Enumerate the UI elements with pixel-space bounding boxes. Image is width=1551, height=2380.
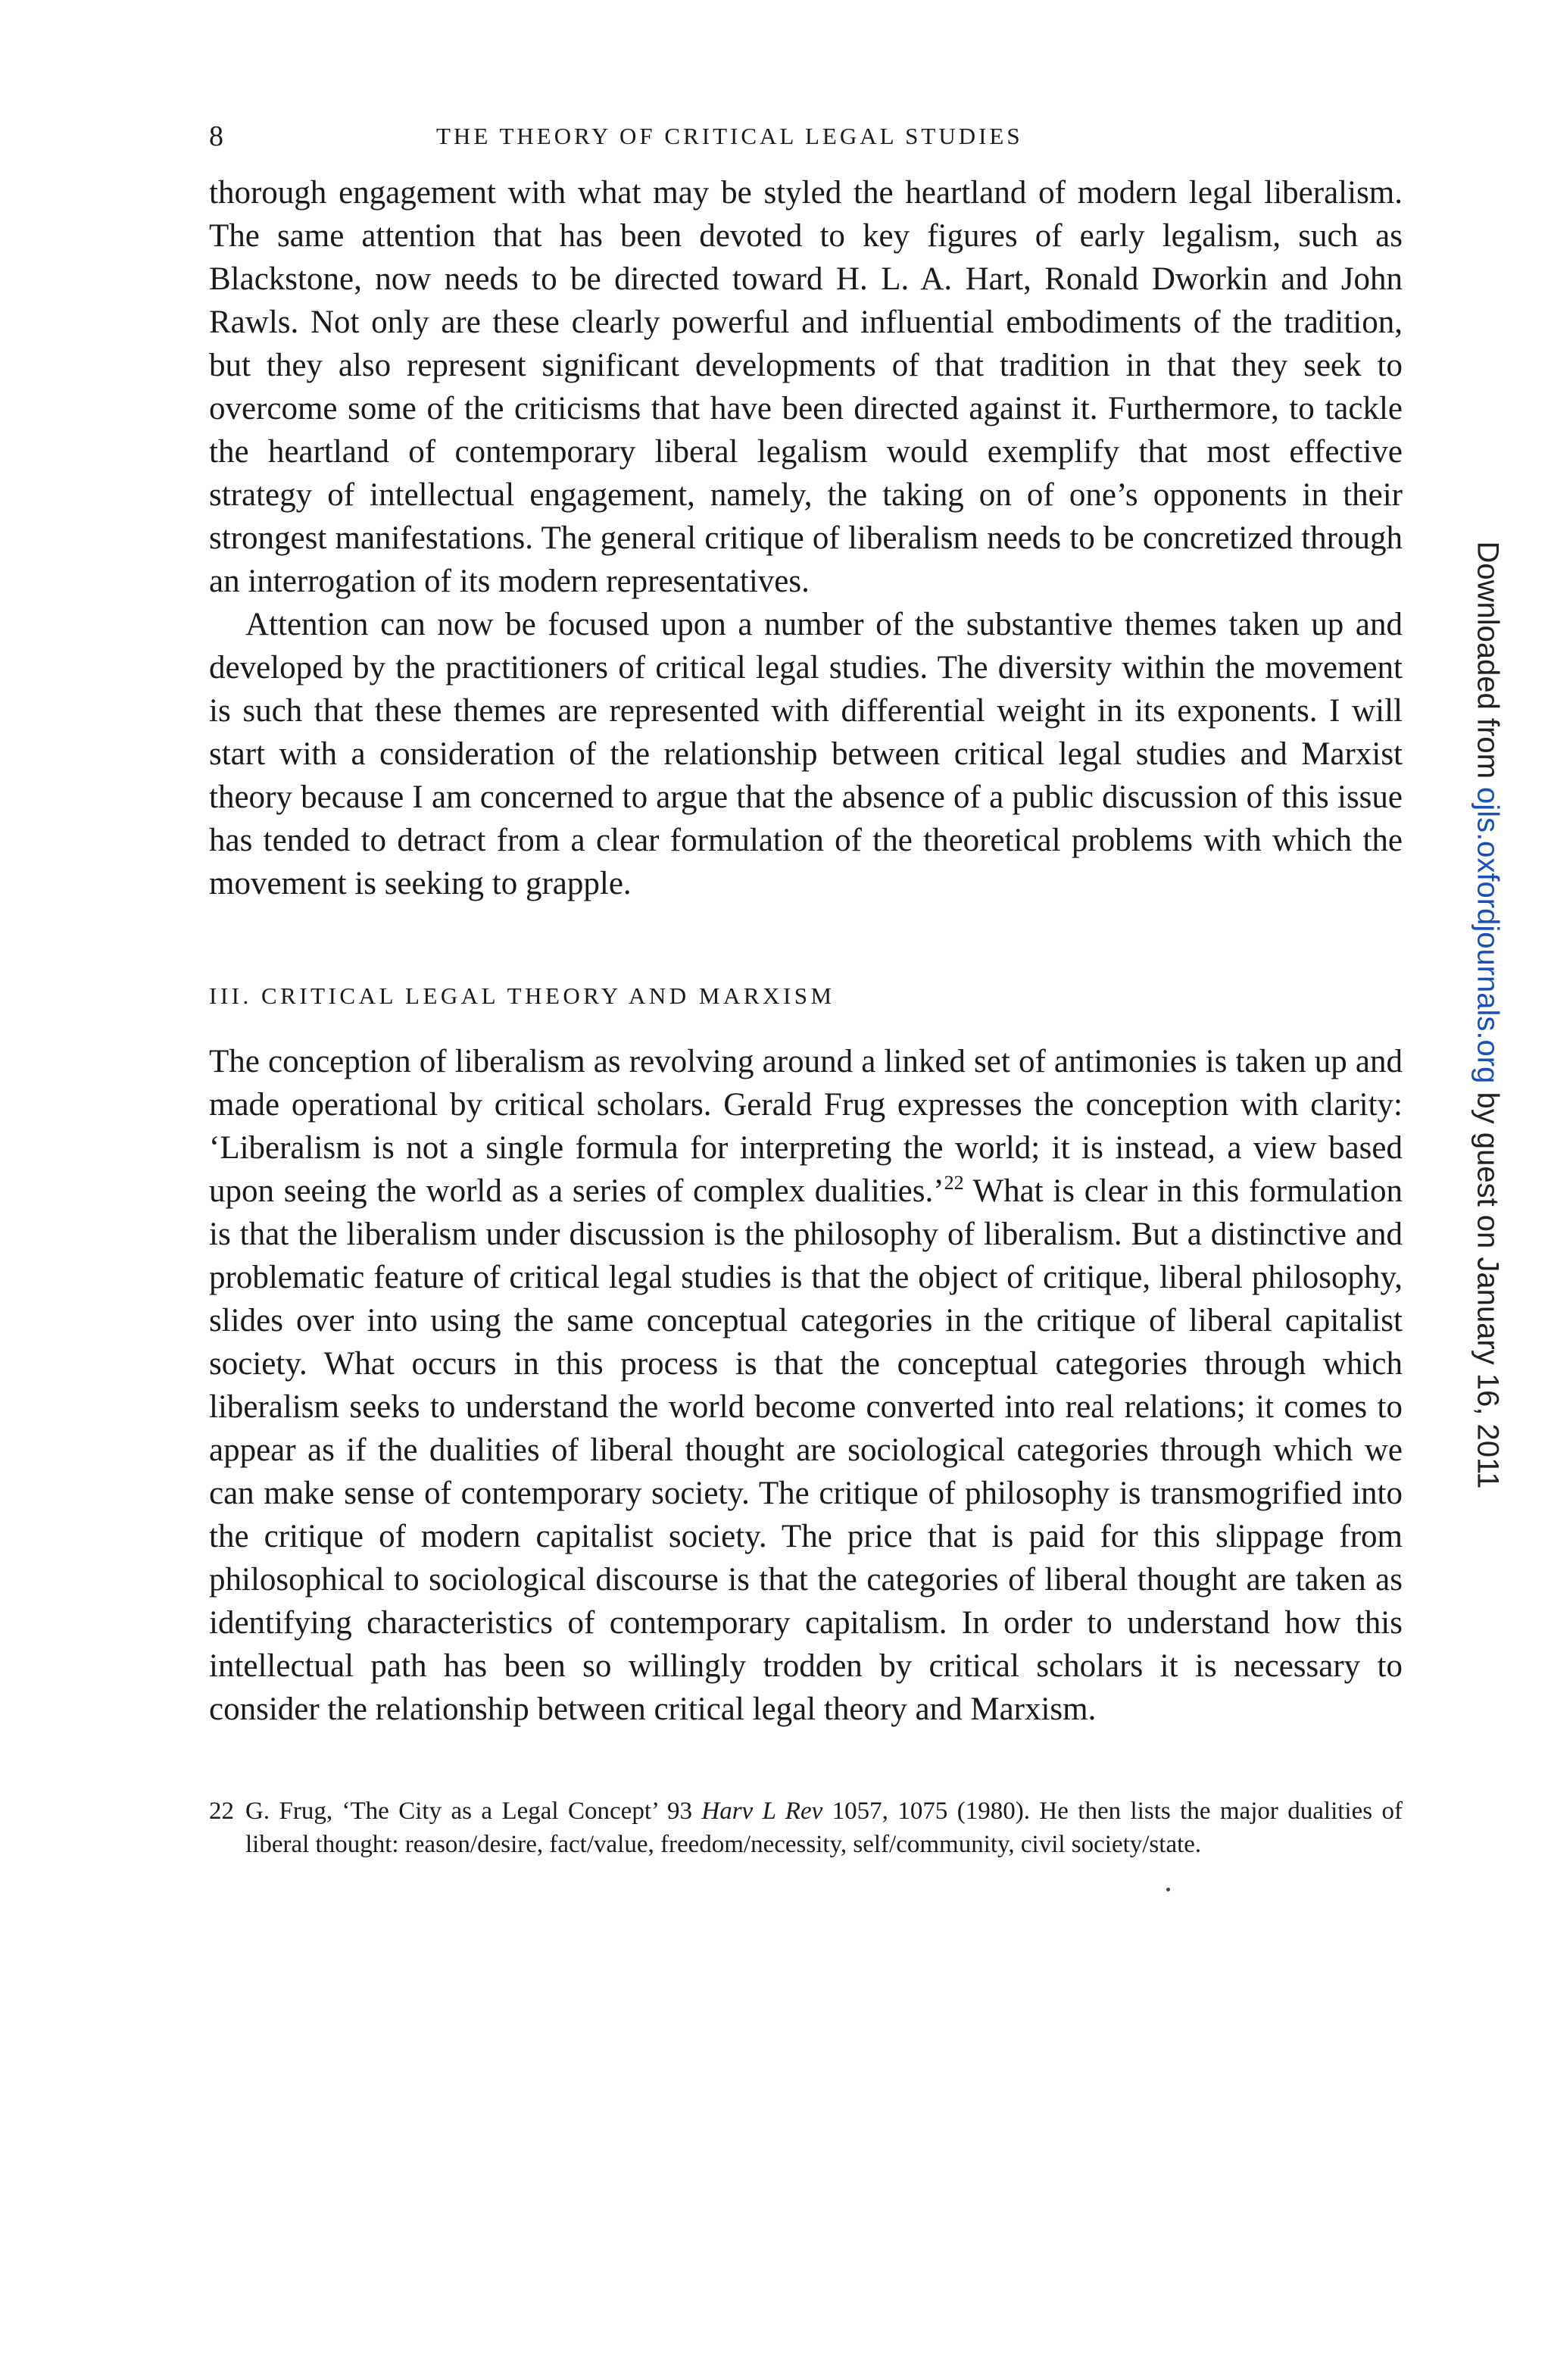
page-number: 8 bbox=[209, 120, 223, 152]
footnote-journal: Harv L Rev bbox=[701, 1797, 823, 1825]
footnote-reference[interactable]: 22 bbox=[944, 1172, 964, 1194]
footnote-text-after: 1057, 1075 (1980). He then lists the major dualities of liberal thought: reason/desire, fact/value, freedom/necessity, self/community, civil society/state. bbox=[245, 1797, 1403, 1858]
section-paragraph bbox=[209, 1040, 1403, 1731]
stray-mark bbox=[1166, 1888, 1170, 1891]
running-head bbox=[209, 114, 1403, 159]
paragraph-continued: thorough engagement with what may be styled the heartland of modern legal liberalism. The same attention that has been devoted to key figures of early legalism, such as Blackstone, now needs to be directed toward H. L. A. Hart, Ronald Dworkin and John Rawls. Not only are these clearly powerful and influential embodiments of the tradition, but they also represent significant developments of that tradition in that they seek to overcome some of the criticisms that have been directed against it. Furthermore, to tackle the heartland of contemporary liberal legalism would exemplify that most effective strategy of intellectual engagement, namely, the taking on of one’s opponents in their strongest manifestations. The general critique of liberalism needs to be concretized through an interrogation of its modern representatives. bbox=[209, 175, 1403, 599]
download-stamp-suffix: by guest on January 16, 2011 bbox=[1471, 1083, 1505, 1489]
section-paragraph-part1: The conception of liberalism as revolving around a linked set of antimonies is taken up and made operational by critical scholars. Gerald Frug expresses the conception with clarity: ‘Liberalism is not a single formula for interpreting the world; it is instead, a view based upon seeing the world as a series of complex dualities.’ bbox=[209, 1044, 1403, 1209]
page-content bbox=[209, 114, 1403, 1861]
running-title: THE THEORY OF CRITICAL LEGAL STUDIES bbox=[436, 123, 1023, 149]
section-paragraph-part2: What is clear in this formulation is that the liberalism under discussion is the philosophy of liberalism. But a distinctive and problematic feature of critical legal studies is that the object of critique, liberal philosophy, slides over into using the same conceptual categories in the critique of liberal capitalist society. What occurs in this process is that the conceptual categories through which liberalism seeks to understand the world become converted into real relations; it comes to appear as if the dualities of liberal thought are sociological categories through which we can make sense of contemporary society. The critique of philosophy is transmogrified into the critique of modern capitalist society. The price that is paid for this slippage from philosophical to sociological discourse is that the categories of liberal thought are taken as identifying characteristics of contemporary capitalism. In order to understand how this intellectual path has been so willingly trodden by critical scholars it is necessary to consider the relationship between critical legal theory and Marxism. bbox=[209, 1173, 1403, 1727]
footnote-number: 22 bbox=[209, 1797, 234, 1825]
footnote bbox=[209, 1794, 1403, 1861]
footnote-text-before: G. Frug, ‘The City as a Legal Concept’ 93 bbox=[245, 1797, 702, 1825]
body-text bbox=[209, 171, 1403, 1731]
paragraph: Attention can now be focused upon a number of the substantive themes taken up and developed by the practitioners of critical legal studies. The diversity within the movement is such that these themes are represented with differential weight in its exponents. I will start with a consideration of the relationship between critical legal studies and Marxist theory because I am concerned to argue that the absence of a public discussion of this issue has tended to detract from a clear formulation of the theoretical problems with which the movement is seeking to grapple. bbox=[209, 607, 1403, 901]
download-stamp-link[interactable]: ojls.oxfordjournals.org bbox=[1471, 787, 1505, 1084]
section-heading: III. CRITICAL LEGAL THEORY AND MARXISM bbox=[209, 982, 835, 1009]
footnotes bbox=[209, 1794, 1403, 1861]
download-stamp-prefix: Downloaded from bbox=[1471, 541, 1505, 788]
download-stamp bbox=[1471, 541, 1505, 1488]
